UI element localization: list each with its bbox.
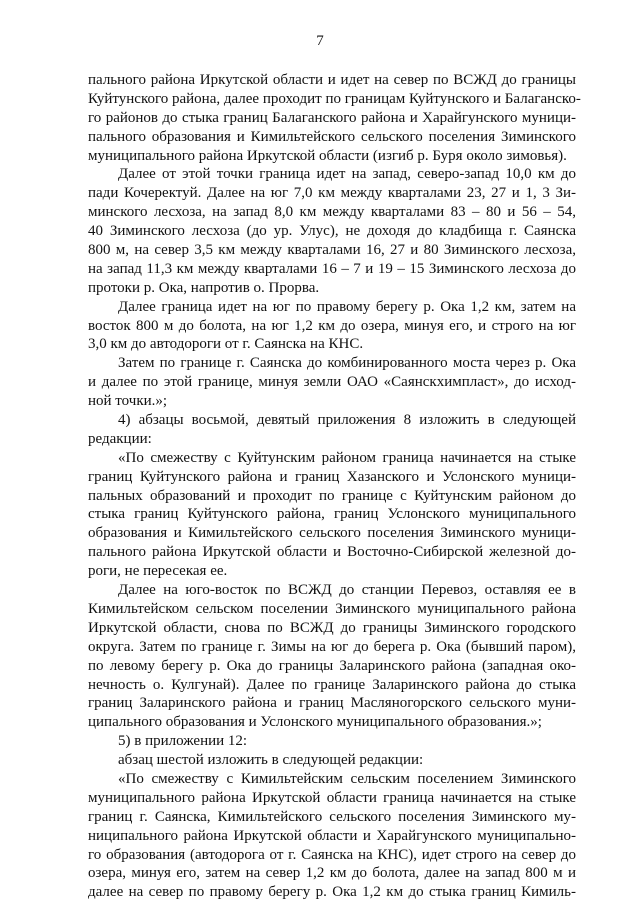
text-line: муниципального района Иркутской области (изгиб р. Буря около зимовья). [88, 147, 567, 164]
text-line: стыка границ Куйтунского района, границ Услонского муниципального [88, 506, 576, 523]
text-line: Иркутской области, снова по ВСЖД до границы Зиминского городского [88, 619, 576, 636]
text-line: на запад 11,3 км между кварталами 16 – 7 и 19 – 15 Зиминского лесхоза до [88, 260, 576, 277]
text-line: Далее на юго-восток по ВСЖД до станции Перевоз, оставляя ее в [118, 582, 576, 599]
text-line: муниципального района Иркутской области граница начинается на стыке [88, 789, 576, 806]
text-line: Кимильтейском сельском поселении Зиминского муниципального района [88, 600, 576, 617]
text-line: «По смежеству с Куйтунским районом граница начинается на стыке [118, 449, 576, 466]
text-line: ной точки.»; [88, 393, 168, 410]
text-line: 3,0 км до автодороги от г. Саянска на КНС. [88, 336, 364, 353]
text-line: пального образования и Кимильтейского сельского поселения Зиминского [88, 128, 576, 145]
text-line: ниципального района Иркутской области и Харайгунского муниципально- [88, 827, 576, 844]
text-line: абзац шестой изложить в следующей редакции: [118, 752, 424, 769]
text-line: пального района Иркутской области и идет на север по ВСЖД до границы [88, 72, 576, 88]
text-line: границ г. Саянска, Кимильтейского сельского поселения Зиминского му- [88, 808, 576, 825]
text-line: и далее по этой границе, минуя земли ОАО «Саянскхимпласт», до исход- [88, 374, 576, 391]
text-line: образования и Кимильтейского сельского поселения Зиминского муници- [88, 525, 576, 542]
text-line: го районов до стыка границ Балаганского района и Харайгунского муници- [88, 109, 576, 126]
text-line: пального района Иркутской области и Восточно-Сибирской железной до- [88, 544, 576, 561]
text-line: границ Заларинского района и границ Масляногорского сельского муни- [88, 695, 576, 712]
text-line: роги, не пересекая ее. [88, 563, 228, 580]
text-line: протоки р. Ока, напротив о. Прорва. [88, 279, 320, 296]
text-line: Куйтунского района, далее проходит по границам Куйтунского и Балаганско- [88, 90, 581, 107]
text-line: ципального образования и Услонского муниципального образования.»; [88, 714, 542, 731]
text-line: го образования (автодорога от г. Саянска на КНС), идет строго на север до [88, 846, 576, 863]
text-line: восток 800 м до болота, на юг 1,2 км до озера, минуя его, и строго на юг [88, 317, 576, 334]
page-number: 7 [316, 33, 324, 49]
text-line: 4) абзацы восьмой, девятый приложения 8 изложить в следующей [118, 412, 576, 429]
text-line: нечность о. Кулгунай). Далее по границе Заларинского района до стыка [88, 676, 576, 693]
text-line: пади Кочеректуй. Далее на юг 7,0 км между кварталами 23, 27 и 1, 3 Зи- [88, 185, 576, 202]
text-line: минского лесхоза, на запад 8,0 км между кварталами 83 – 80 и 56 – 54, [88, 204, 576, 221]
body-text [88, 71, 581, 902]
text-line: Далее от этой точки граница идет на запад, северо-запад 10,0 км до [118, 166, 576, 183]
text-line: по левому берегу р. Ока до границы Заларинского района (западная око- [88, 657, 576, 674]
text-line: озера, минуя его, затем на север 1,2 км до болота, далее на запад 800 м и [88, 865, 576, 882]
text-line: округа. Затем по границе г. Зимы на юг до берега р. Ока (бывший паром), [88, 638, 576, 655]
text-line: Далее граница идет на юг по правому берегу р. Ока 1,2 км, затем на [118, 298, 576, 315]
text-line: Затем по границе г. Саянска до комбинированного моста через р. Ока [118, 355, 576, 372]
text-line: 800 м, на север 3,5 км между кварталами 16, 27 и 80 Зиминского лесхоза, [88, 242, 576, 259]
text-line: 40 Зиминского лесхоза (до ур. Улус), не доходя до кладбища г. Саянска [88, 223, 576, 240]
text-line: далее на север по правому берегу р. Ока 1,2 км до стыка границ Кимиль- [88, 884, 576, 901]
text-line: «По смежеству с Кимильтейским сельским поселением Зиминского [118, 770, 576, 787]
text-line: границ Куйтунского района и границ Хазанского и Услонского муници- [88, 468, 576, 485]
text-line: пальных образований и проходит по границе с Куйтунским районом до [88, 487, 576, 504]
text-line: редакции: [88, 430, 152, 447]
text-line: 5) в приложении 12: [118, 733, 248, 750]
